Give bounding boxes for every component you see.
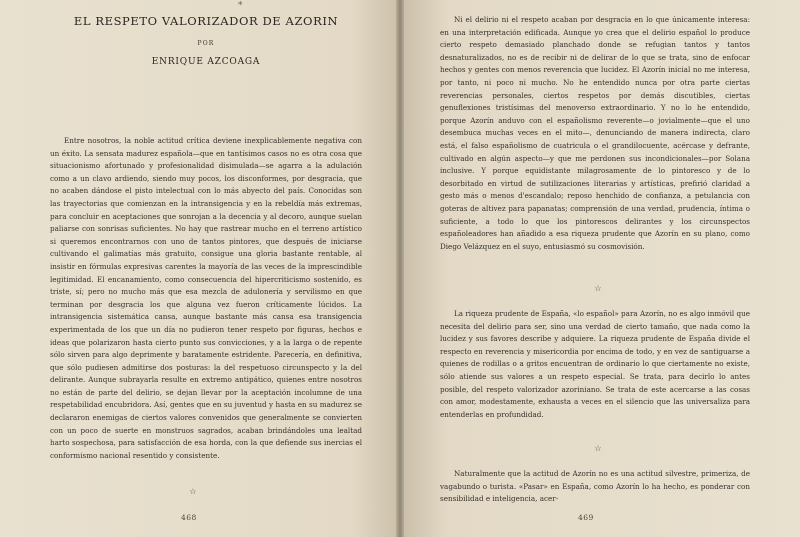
page-number-left: 468 <box>181 513 197 522</box>
book-gutter <box>396 0 404 537</box>
author-name: ENRIQUE AZCOAGA <box>151 57 261 67</box>
section-star-icon: ☆ <box>189 487 197 496</box>
right-page <box>400 0 800 537</box>
page-number-right: 469 <box>578 513 594 522</box>
section-star-icon: ☆ <box>594 284 602 293</box>
right-body-text-top <box>440 14 750 253</box>
right-body-text-bottom <box>440 468 750 506</box>
right-body-text-middle <box>440 308 750 421</box>
article-title: EL RESPETO VALORIZADOR DE AZORIN <box>73 14 339 28</box>
paragraph: Ni el delirio ni el respeto acaban por desgracia en lo que únicamente interesa: en una interpretación edificada. Aunque yo crea que el delirio español lo produce cierto respeto demasiado planchado donde se refugian tantos y tantos desnaturalizados, no es de recibir ni de delirar de lo que se trata, sino de enfocar hechos y gentes con menos reverencia que lucidez. El Azorín inicial no me interesa, por tanto, ni poco ni mucho. No he entendido nunca por otra parte ciertas reverencias personales, ciertos respetos por demás discutibles, ciertas genuflexiones tristísimas del menoverso extraordinario. Y no lo he entendido, porque Azorín anduvo con el españolismo reverente—o jovialmente—que el uno desembuca muchas veces en el mito—, denunciando de manera indirecta, claro está, el falso españolismo de cuatricula o el grandilocuente, acércase y defrante, cultivado en algún aspecto—y que me perdonen sus incondicionales—por Solana inclusive. Y porque equidistante milagrosamente de lo pintoresco y de lo desorbitado en virtud de sutilizaciones literarias y artísticas, prefirió claridad a gesto más o menos d'escandalo; reposo henchido de confianza, a petulancia con goteras de altivez para papanatas; comprensión de una verdad, prudencia, íntima o suficiente, a todo lo que los pintorescos delirantes y los circunspectos españoleadores han añadido a esa riqueza prudente que Azorín en su plano, como Diego Velázquez en el suyo, entusiasmó su cosmovisión. <box>440 15 750 251</box>
section-star-icon: ☆ <box>594 444 602 453</box>
paragraph: La riqueza prudente de España, «lo español» para Azorín, no es algo inmóvil que necesita del delirio para ser, sino una verdad de cierto tamaño, que nada como la lucidez y sus favores describe y adquiere. La riqueza prudente de España divide el respecto en reverencia y misericordia por encima de todo, y en vez de santiguarse a quienes de rodillas o a gritos encuentran de ordinario lo que ciertamente no existe, sólo atiende sus valores a un respeto especial. Se trata, para decirlo lo antes posible, del respeto valorizador azoriniano. Se trata de este acercarse a las cosas con amor, modestamente, exhausta a veces en el silencio que las universaliza para entenderlas en profundidad. <box>440 309 750 419</box>
byline-prefix: POR <box>197 40 215 47</box>
paragraph: Naturalmente que la actitud de Azorín no es una actitud silvestre, primeriza, de vagabundo o turista. «Pasar» en España, como Azorín lo ha hecho, es ponderar con sensibilidad e inteligencia, acer- <box>440 469 750 504</box>
corner-mark: * <box>238 1 243 11</box>
paragraph: Entre nosotros, la noble actitud crítica deviene inexplicablemente negativa con un éxito. La sensata madurez española—que en tantísimos casos no es otra cosa que situacionismo afortunado y profesionalidad disimulada—se agarra a la adulación como a un clavo ardiendo, siendo muy pocos, los disconformes, por desgracia, que no acaben dándose el pisto intelectual con lo más abyecto del país. Conocidas son las trayectorias que comienzan en la intransigencia y en la rebeldía más extremas, para concluir en aceptaciones que sonrojan a la decencia y al decoro, aunque suelan paliarse con sonrisas suficientes. No hay que rastrear mucho en el terreno artístico si queremos encontrarnos con uno de tantos pintores, que después de iniciarse cultivando el galimatías más gratuito, consigue una gloria bastante rentable, al insistir en fórmulas expresivas carentes la mayoría de las veces de la imprescindible legitimidad. El encanamiento, como consecuencia del hipercriticismo sostenido, es triste, sí; pero no mucho más que esa mezcla de adulonería y servilismo en que terminan por desgracia los que alguna vez fueron críticamente lúcidos. La intransigencia sistemática cansa, aunque bastante más cansa esa transigencia experimentada de los que un día no pudieron tener respeto por figuras, hechos e ideas que polarizaron hasta cierto punto sus convicciones, y a la larga o de repente sólo sirven para algo deprimente y baratamente estridente. Parecería, en definitiva, que sólo pudiesen admitirse dos posturas: la del respetuoso circunspecto y la del delirante. Aunque subrayarla resulte en extremo antipático, quienes entre nosotros no están de parte del delirio, se dejan llevar por la aceptación incolumne de una respetabilidad encubridora. Así, gentes que en su juventud y hasta en su madurez se declararon enemigas de ciertos valores convenidos que generalmente se convierten con un poco de suerte en monstruos sagrados, acaban brindándoles una lealtad harto sospechosa, para satisfacción de esa horda, con la que defiende sus inercias el conformismo nacional resentido y consistente. <box>50 136 362 460</box>
left-body-text <box>50 135 362 462</box>
